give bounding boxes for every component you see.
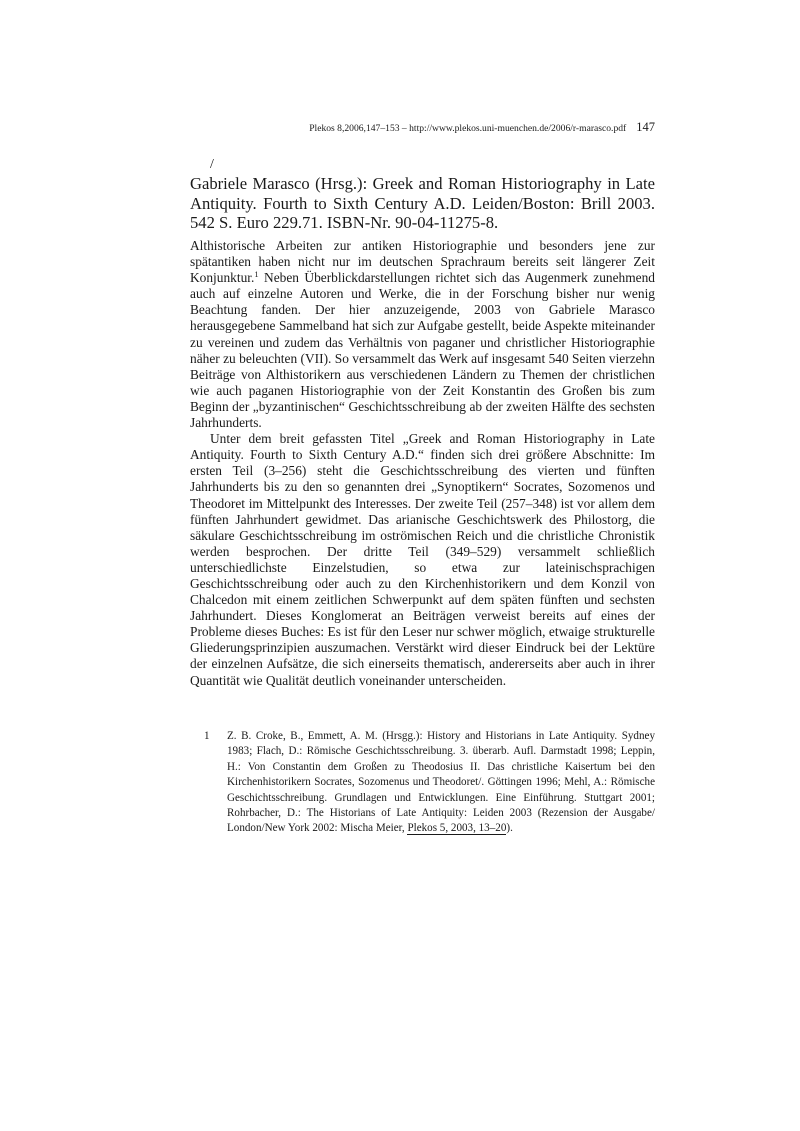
footnote-link[interactable]: Plekos 5, 2003, 13–20 <box>407 822 507 835</box>
footnote-1 <box>204 729 655 837</box>
title-mark: / <box>210 157 214 172</box>
paragraph-2: Unter dem breit gefassten Titel „Greek and Roman Historiography in Late Antiquity. Fourth to Sixth Century A.D.“ finden sich drei größere Abschnitte: Im ersten Teil (3–256) steht die Geschichtsschreibung des vierten und fünften Jahrhunderts bis zu den so genannten drei „Synoptikern“ Socrates, Sozomenos und Theodoret im Mittelpunkt des Interesses. Der zweite Teil (257–348) ist vor allem dem fünften Jahrhundert gewidmet. Das arianische Geschichtswerk des Philostorg, die säkulare Geschichtsschreibung im oströmischen Reich und die christliche Chronistik werden besprochen. Der dritte Teil (349–529) versammelt schließlich unterschiedlichste Einzelstudien, so etwa zur lateinischsprachigen Geschichtsschreibung oder auch zu den Kirchenhistorikern und dem Konzil von Chalcedon mit einem zeitlichen Schwerpunkt auf dem späten fünften und sechsten Jahrhundert. Dieses Konglomerat an Beiträgen verweist bereits auf eines der Probleme dieses Buches: Es ist für den Leser nur schwer möglich, etwaige strukturelle Gliederungsprinzipien auszumachen. Verstärkt wird dieser Eindruck bei der Lektüre der einzelnen Aufsätze, die sich einerseits thematisch, andererseits aber auch in ihrer Quantität wie Qualität deutlich voneinander unterscheiden. <box>190 431 655 688</box>
review-title: Gabriele Marasco (Hrsg.): Greek and Roman Historiography in Late Antiquity. Fourth to Sixth Century A.D. Leiden/Boston: Brill 2003. 542 S. Euro 229.71. ISBN-Nr. 90-04-11275-8. <box>190 174 655 232</box>
paragraph-1-text-a: Althistorische Arbeiten zur antiken Historiographie und besonders jene zur spätantiken haben nicht nur im deutschen Sprachraum bereits seit längerer Zeit Konjunktur. <box>190 238 655 286</box>
page-number: 147 <box>636 120 655 134</box>
footnote-text <box>227 729 655 837</box>
body-text <box>190 238 655 689</box>
footnote-reference[interactable]: 1 <box>254 269 259 280</box>
running-header <box>230 120 655 136</box>
footnote-body: Z. B. Croke, B., Emmett, A. M. (Hrsgg.): History and Historians in Late Antiquity. Sydney 1983; Flach, D.: Römische Geschichtsschreibung. 3. überarb. Aufl. Darmstadt 1998; Leppin, H.: Von Constantin dem Großen zu Theodosius II. Das christliche Kaisertum bei den Kirchenhistorikern Socrates, Sozomenus und Theodoret/. Göttingen 1996; Mehl, A.: Römische Geschichtsschreibung. Grundlagen und Entwicklungen. Eine Einführung. Stuttgart 2001; Rohrbacher, D.: The Historians of Late Antiquity: Leiden 2003 (Rezension der Ausgabe/ London/New York 2002: Mischa Meier, <box>227 730 655 835</box>
header-citation: Plekos 8,2006,147–153 – http://www.plekos.uni-muenchen.de/2006/r-marasco.pdf <box>309 123 627 134</box>
paragraph-1-text-b: Neben Überblickdarstellungen richtet sich das Augenmerk zunehmend auch auf einzelne Autoren und Werke, die in der Forschung bisher nur wenig Beachtung fanden. Der hier anzuzeigende, 2003 von Gabriele Marasco herausgegebene Sammelband hat sich zur Aufgabe gestellt, beide Aspekte miteinander zu vereinen und zudem das Verhältnis von paganer und christlicher Historiographie näher zu beleuchten (VII). So versammelt das Werk auf insgesamt 540 Seiten vierzehn Beiträge von Althistorikern aus verschiedenen Ländern zu Themen der christlichen wie auch paganen Historiographie von der Zeit Konstantin des Großen bis zum Beginn der „byzantinischen“ Geschichtsschreibung ab der zweiten Hälfte des sechsten Jahrhunderts. <box>190 270 655 431</box>
footnotes <box>204 729 655 837</box>
footnote-number: 1 <box>204 730 210 742</box>
footnote-tail: ). <box>506 822 513 835</box>
paragraph-1 <box>190 238 655 431</box>
